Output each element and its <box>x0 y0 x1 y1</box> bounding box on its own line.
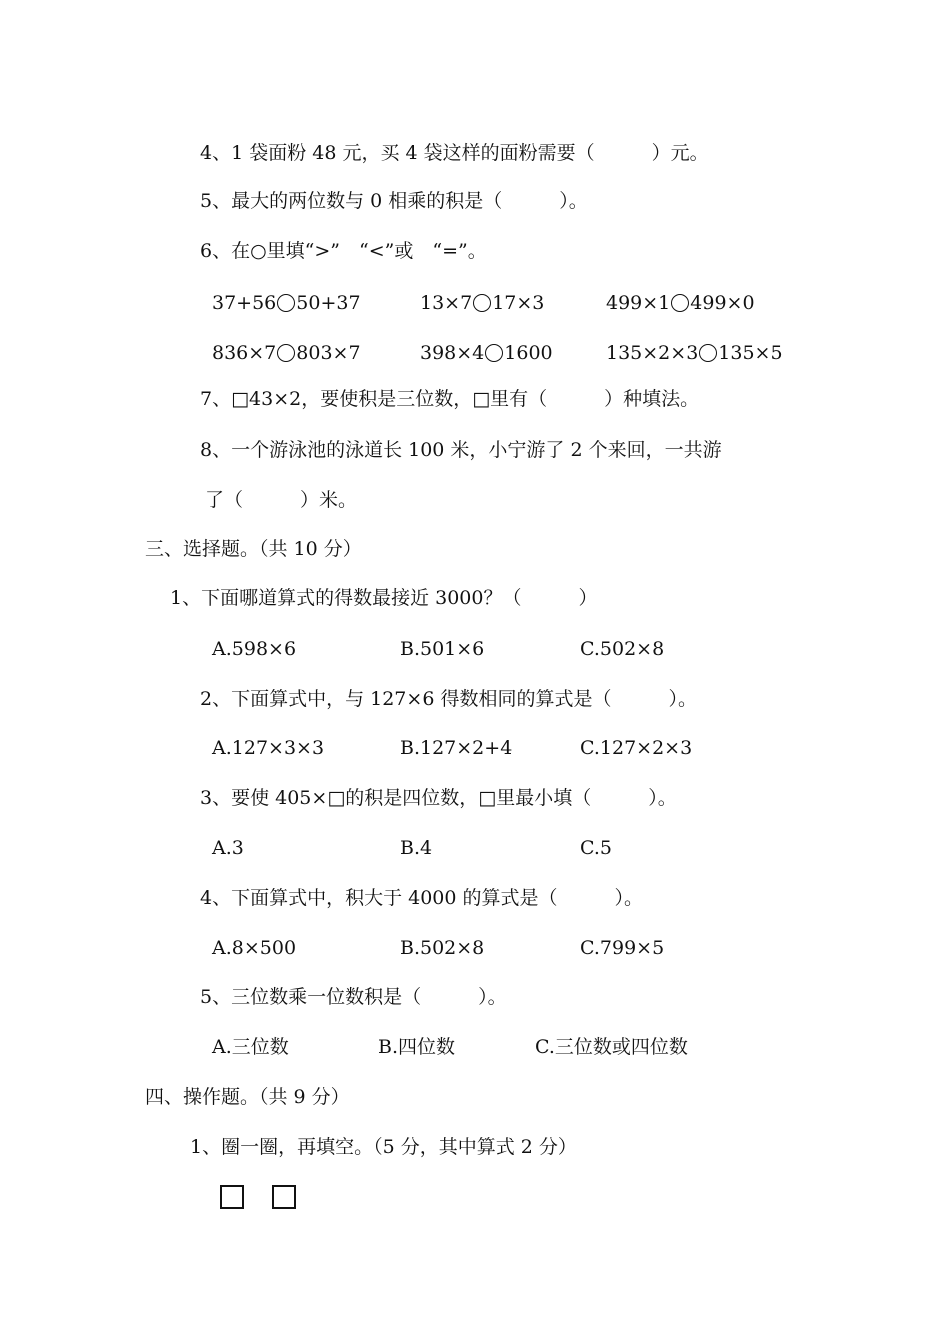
compare-right: 803×7 <box>296 342 361 364</box>
question-3-4: 4、下面算式中，积大于 4000 的算式是（ ）。 <box>200 887 644 909</box>
circle-blank-icon <box>671 294 689 312</box>
option-b: B.4 <box>400 837 433 859</box>
compare-right: 1600 <box>504 342 553 364</box>
option-c: C.三位数或四位数 <box>535 1036 688 1058</box>
question-2-7: 7、□43×2，要使积是三位数，□里有（ ）种填法。 <box>200 388 700 410</box>
section-4-heading: 四、操作题。（共 9 分） <box>145 1086 350 1108</box>
option-a: A.127×3×3 <box>212 737 325 759</box>
question-2-8-line1: 8、一个游泳池的泳道长 100 米，小宁游了 2 个来回，一共游 <box>200 439 722 461</box>
question-2-5: 5、最大的两位数与 0 相乘的积是（ ）。 <box>200 190 588 212</box>
compare-item <box>606 289 755 317</box>
option-a: A.8×500 <box>212 937 297 959</box>
option-a: A.598×6 <box>212 638 297 660</box>
option-b: B.四位数 <box>378 1036 456 1058</box>
option-c: C.5 <box>580 837 612 859</box>
option-b: B.502×8 <box>400 937 485 959</box>
question-3-1: 1、下面哪道算式的得数最接近 3000？（ ） <box>170 587 598 609</box>
compare-left: 37+56 <box>212 292 277 314</box>
circle-blank-icon <box>473 294 491 312</box>
compare-left: 398×4 <box>420 342 485 364</box>
compare-right: 499×0 <box>690 292 755 314</box>
question-2-8-line2: 了（ ）米。 <box>205 489 358 511</box>
section-3-heading: 三、选择题。（共 10 分） <box>145 538 362 560</box>
square-blank-icon <box>220 1185 244 1209</box>
compare-right: 50+37 <box>296 292 361 314</box>
compare-left: 13×7 <box>420 292 473 314</box>
option-a: A.3 <box>212 837 244 859</box>
option-c: C.502×8 <box>580 638 665 660</box>
compare-left: 499×1 <box>606 292 671 314</box>
compare-right: 17×3 <box>492 292 545 314</box>
compare-left: 135×2×3 <box>606 342 699 364</box>
option-b: B.501×6 <box>400 638 485 660</box>
compare-item <box>606 339 783 367</box>
circle-blank-icon <box>485 344 503 362</box>
option-c: C.127×2×3 <box>580 737 693 759</box>
circle-blank-icon <box>277 344 295 362</box>
compare-right: 135×5 <box>718 342 783 364</box>
compare-left: 836×7 <box>212 342 277 364</box>
compare-item <box>420 289 544 317</box>
option-a: A.三位数 <box>212 1036 289 1058</box>
compare-item <box>212 289 361 317</box>
option-c: C.799×5 <box>580 937 665 959</box>
question-2-6: 6、在○里填“>” “<”或 “=”。 <box>200 240 487 262</box>
square-blank-icon <box>272 1185 296 1209</box>
compare-item <box>212 339 361 367</box>
question-3-3: 3、要使 405×□的积是四位数，□里最小填（ ）。 <box>200 787 677 809</box>
question-3-5: 5、三位数乘一位数积是（ ）。 <box>200 986 507 1008</box>
question-3-2: 2、下面算式中，与 127×6 得数相同的算式是（ ）。 <box>200 688 697 710</box>
question-4-1: 1、圈一圈，再填空。（5 分，其中算式 2 分） <box>190 1136 577 1158</box>
circle-blank-icon <box>699 344 717 362</box>
circle-blank-icon <box>277 294 295 312</box>
compare-item <box>420 339 553 367</box>
option-b: B.127×2+4 <box>400 737 513 759</box>
question-2-4: 4、1 袋面粉 48 元，买 4 袋这样的面粉需要（ ）元。 <box>200 142 709 164</box>
